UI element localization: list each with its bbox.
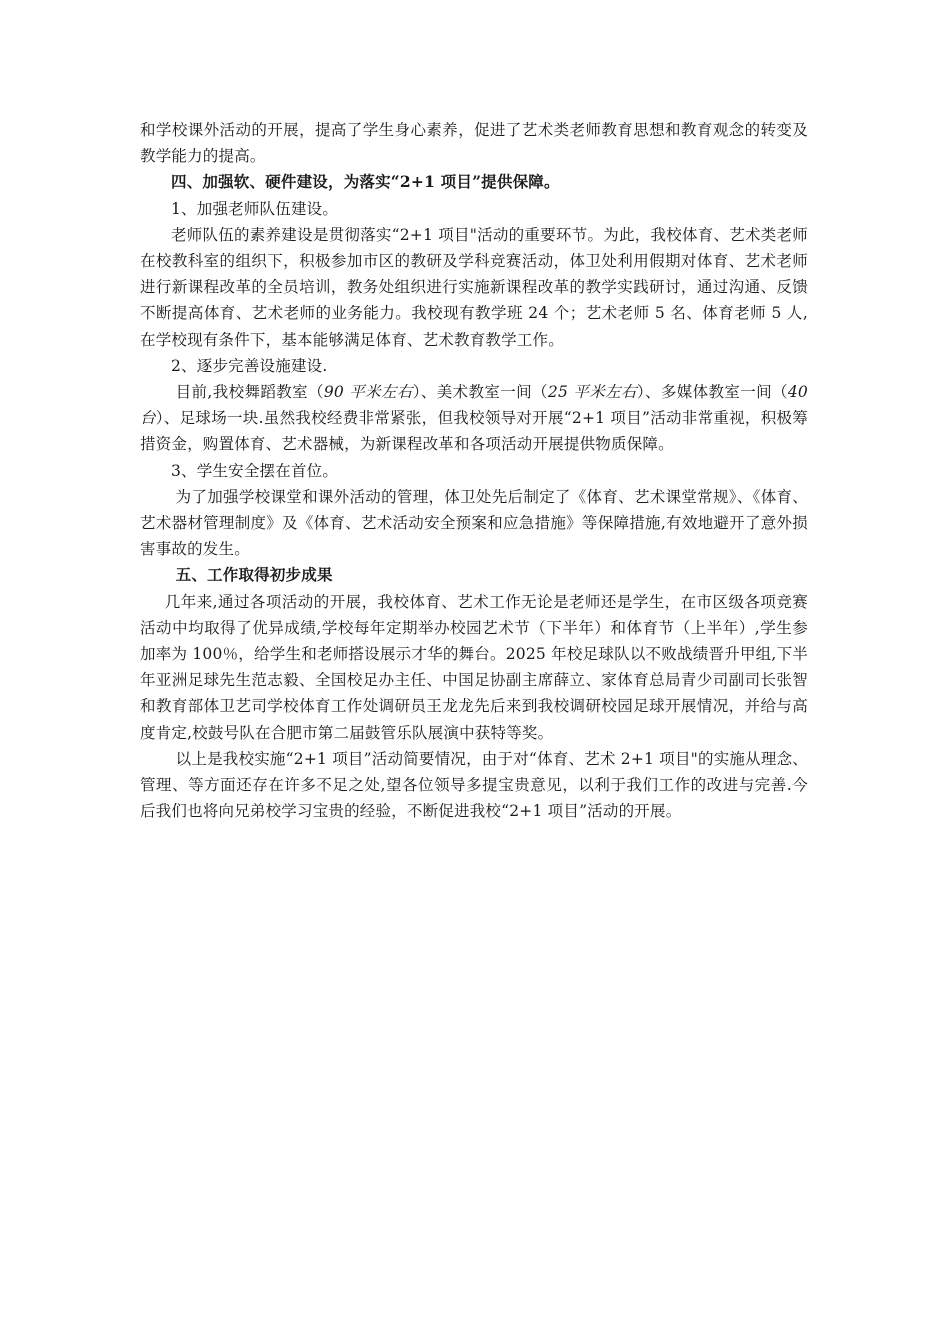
facilities-text-e: ）、多媒体教室一间（ bbox=[636, 383, 788, 402]
facilities-text-c: ）、美术教室一间（ bbox=[412, 383, 548, 402]
facilities-media-room-count: 40 台 bbox=[140, 383, 808, 428]
subsection-title-4-1: 1、加强老师队伍建设。 bbox=[171, 199, 339, 218]
document-page bbox=[140, 117, 808, 824]
paragraph-teacher-team: 老师队伍的素养建设是贯彻落实“2+1 项目"活动的重要环节。为此，我校体育、艺术类老师在校教科室的组织下，积极参加市区的教研及学科竞赛活动，体卫处利用假期对体育、艺术老师进行新课程改革的全员培训，教务处组织进行实施新课程改革的教学实践研讨，通过沟通、反馈不断提高体育、艺术老师的业务能力。我校现有教学班 24 个；艺术老师 5 名、体育老师 5 人,在学校现有条件下，基本能够满足体育、艺术教育教学工作。 bbox=[140, 225, 808, 349]
paragraph-facilities bbox=[140, 379, 808, 458]
facilities-text-g: ）、足球场一块.虽然我校经费非常紧张，但我校领导对开展“2+1 项目”活动非常重视，积极筹措资金，购置体育、艺术器械，为新课程改革和各项活动开展提供物质保障。 bbox=[140, 409, 808, 454]
facilities-dance-room-size: 90 平米左右 bbox=[323, 383, 413, 402]
facilities-text-a: 目前,我校舞蹈教室（ bbox=[175, 383, 324, 402]
subsection-title-4-3: 3、学生安全摆在首位。 bbox=[171, 461, 339, 480]
facilities-art-room-size: 25 平米左右 bbox=[547, 383, 637, 402]
section-heading-5: 五、工作取得初步成果 bbox=[175, 565, 333, 585]
paragraph-continuation: 和学校课外活动的开展，提高了学生身心素养，促进了艺术类老师教育思想和教育观念的转变及教学能力的提高。 bbox=[140, 121, 808, 166]
section-heading-4: 四、加强软、硬件建设，为落实“2+1 项目”提供保障。 bbox=[171, 172, 560, 192]
paragraph-safety: 为了加强学校课堂和课外活动的管理，体卫处先后制定了《体育、艺术课堂常规》、《体育、艺术器材管理制度》及《体育、艺术活动安全预案和应急措施》等保障措施,有效地避开了意外损害事故的发生。 bbox=[140, 487, 808, 559]
paragraph-results: 几年来,通过各项活动的开展，我校体育、艺术工作无论是老师还是学生，在市区级各项竞赛活动中均取得了优异成绩,学校每年定期举办校园艺术节（下半年）和体育节（上半年）,学生参加率为 100％，给学生和老师搭设展示才华的舞台。2025 年校足球队以不败战绩晋升甲组,下半年亚洲足球先生范志毅、全国校足办主任、中国足协副主席薛立、家体育总局青少司副司长张智和教育部体卫艺司学校体育工作处调研员王龙龙先后来到我校调研校园足球开展情况，并给与高度肯定,校鼓号队在合肥市第二届鼓管乐队展演中获特等奖。 bbox=[140, 592, 808, 742]
paragraph-conclusion: 以上是我校实施“2+1 项目”活动简要情况，由于对“体育、艺术 2+1 项目"的实施从理念、管理、等方面还存在许多不足之处,望各位领导多提宝贵意见，以利于我们工作的改进与完善.今后我们也将向兄弟校学习宝贵的经验，不断促进我校“2+1 项目”活动的开展。 bbox=[140, 749, 808, 821]
subsection-title-4-2: 2、逐步完善设施建设. bbox=[171, 356, 328, 375]
